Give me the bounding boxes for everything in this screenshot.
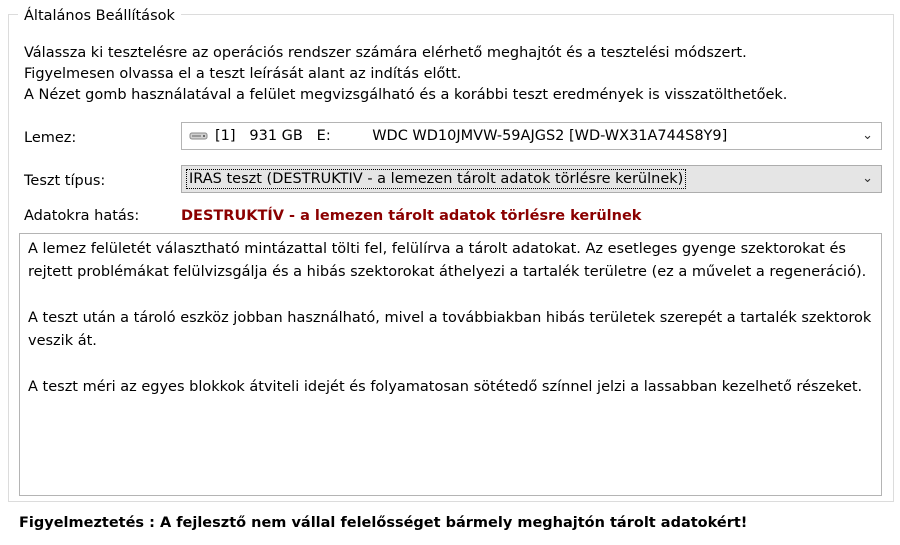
disk-label: Lemez: <box>24 130 77 146</box>
impact-label: Adatokra hatás: <box>24 208 140 224</box>
intro-line: Válassza ki tesztelésre az operációs rendszer számára elérhető meghajtót és a tesztelési módszert. <box>24 45 747 61</box>
chevron-down-icon[interactable]: ⌄ <box>862 128 873 143</box>
test-type-label: Teszt típus: <box>24 173 106 189</box>
description-paragraph: A teszt után a tároló eszköz jobban használható, mivel a továbbiakban hibás területek szerepét a tartalék szektorok veszik át. <box>28 310 872 349</box>
intro-text <box>24 43 787 106</box>
group-title: Általános Beállítások <box>18 7 181 25</box>
warning-text: Figyelmeztetés : A fejlesztő nem vállal felelősséget bármely meghajtón tárolt adatokért! <box>19 515 748 531</box>
intro-line: A Nézet gomb használatával a felület megvizsgálható és a korábbi teszt eredmények is visszatölthetőek. <box>24 87 788 103</box>
test-type-select[interactable] <box>181 165 882 193</box>
test-description-box <box>19 233 882 496</box>
disk-select[interactable] <box>181 122 882 150</box>
disk-drive-icon <box>189 130 209 142</box>
impact-value: DESTRUKTÍV - a lemezen tárolt adatok törlésre kerülnek <box>181 208 642 224</box>
description-paragraph: A teszt méri az egyes blokkok átviteli idejét és folyamatosan sötétedő színnel jelzi a lassabban kezelhető részeket. <box>28 379 863 395</box>
disk-select-value: [1] 931 GB E: WDC WD10JMVW-59AJGS2 [WD-WX31A744S8Y9] <box>215 128 728 144</box>
description-paragraph: A lemez felületét választható mintázattal tölti fel, felülírva a tárolt adatokat. Az esetleges gyenge szektorokat és rejtett problémákat felülvizsgálja és a hibás szektorokat áthelyezi a tartalék területre (ez a művelet a regeneráció). <box>28 241 867 280</box>
intro-line: Figyelmesen olvassa el a teszt leírását alant az indítás előtt. <box>24 66 462 82</box>
test-type-select-value: IRAS teszt (DESTRUKTIV - a lemezen tárolt adatok törlésre kerülnek) <box>186 169 686 189</box>
chevron-down-icon[interactable]: ⌄ <box>862 171 873 186</box>
